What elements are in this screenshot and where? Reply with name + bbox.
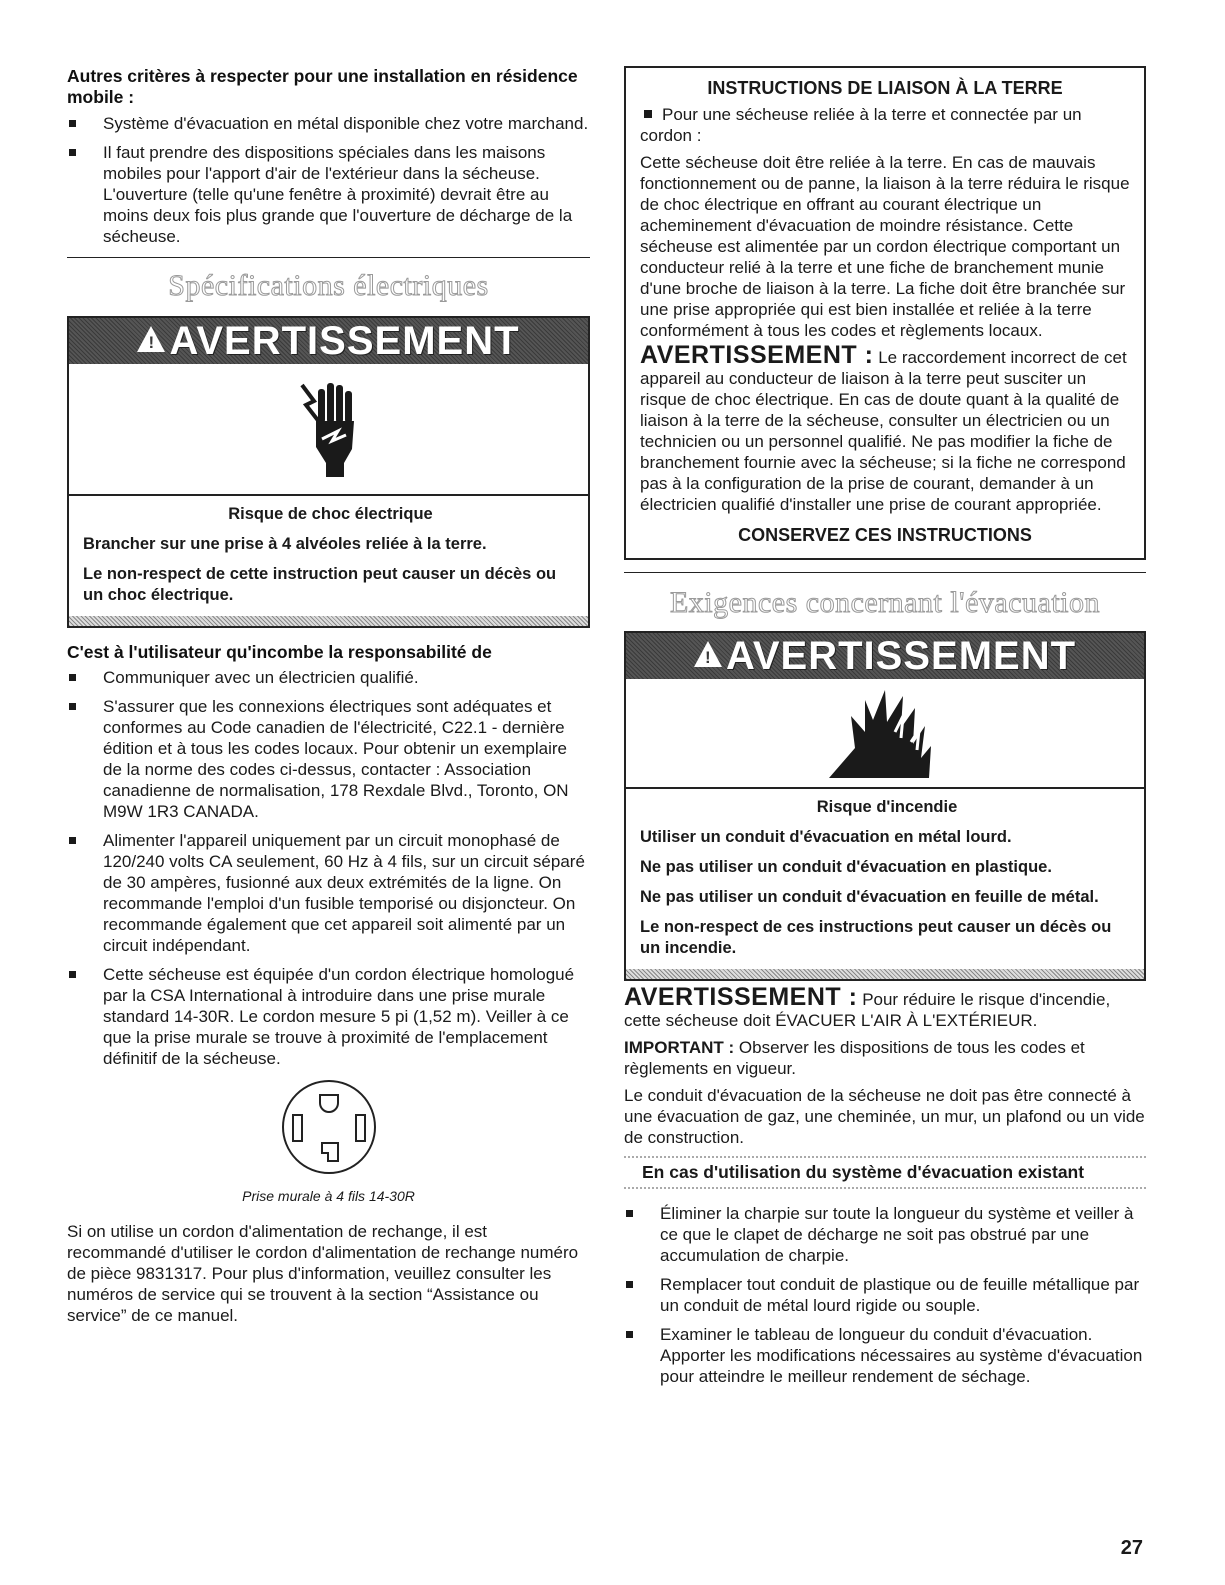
wall-outlet-14-30r-icon (274, 1077, 384, 1177)
warning-banner (69, 318, 588, 364)
page-number: 27 (1120, 1537, 1143, 1559)
electrical-warning-box (67, 316, 590, 628)
fire-hazard-icon (825, 686, 945, 780)
warning-instruction: Brancher sur une prise à 4 alvéoles reliée à la terre. (83, 535, 487, 553)
warning-triangle-icon (694, 641, 722, 667)
warning-consequence: Le non-respect de ces instructions peut causer un décès ou un incendie. (640, 918, 1112, 957)
grounding-instructions-box (624, 66, 1146, 560)
warning-label: AVERTISSEMENT : (640, 341, 874, 369)
replacement-cord-paragraph: Si on utilise un cordon d'alimentation de rechange, il est recommandé d'utiliser le cordon d'alimentation de rechange numéro de pièce 9831317. Pour plus d'information, veuillez consulter les numéros de service qui se trouvent à la section “Assistance ou service” de ce manuel. (67, 1222, 579, 1325)
electric-shock-hand-icon (294, 379, 364, 479)
warning-instruction: Ne pas utiliser un conduit d'évacuation en feuille de métal. (640, 888, 1099, 906)
warning-body (69, 496, 588, 616)
fire-warning-statement (624, 983, 1146, 1031)
list-item: Éliminer la charpie sur toute la longueur du système et veiller à ce que le clapet de décharge ne soit pas obstrué par une accumulation de charpie. (624, 1203, 1146, 1266)
existing-system-list (624, 1203, 1146, 1387)
warning-text: Le raccordement incorrect de cet appareil au conducteur de liaison à la terre peut susciter un risque de choc électrique. En cas de doute quant à la qualité de liaison à la terre de la sécheuse, consulter un électricien ou un technicien ou un personnel qualifié. Ne pas modifier la fiche de branchement fournie avec la sécheuse; si la fiche ne correspond pas à la configuration de la prise de courant, demander à un électricien qualifié d'installer une prise de courant appropriée. (640, 348, 1127, 514)
warning-text: Pour réduire le risque d'incendie, cette sécheuse doit ÉVACUER L'AIR À L'EXTÉRIEUR. (624, 990, 1111, 1030)
warning-instruction: Utiliser un conduit d'évacuation en métal lourd. (640, 828, 1012, 846)
section-title-venting: Exigences concernant l'évacuation (669, 586, 1101, 619)
hazard-title: Risque de choc électrique (228, 505, 433, 523)
grounding-bullet (640, 104, 1130, 146)
warning-triangle-icon (137, 326, 165, 352)
warning-instruction: Ne pas utiliser un conduit d'évacuation en plastique. (640, 858, 1052, 876)
list-item: Communiquer avec un électricien qualifié. (67, 667, 590, 688)
warning-body (626, 789, 1144, 969)
hatch-strip (69, 616, 588, 626)
vent-connection-paragraph: Le conduit d'évacuation de la sécheuse ne doit pas être connecté à une évacuation de gaz, une cheminée, un mur, un plafond ou un vide de construction. (624, 1086, 1145, 1147)
list-item: Système d'évacuation en métal disponible chez votre marchand. (67, 113, 590, 134)
hatch-strip (626, 969, 1144, 979)
outlet-figure (67, 1077, 590, 1182)
warning-consequence: Le non-respect de cette instruction peut causer un décès ou un choc électrique. (83, 565, 557, 604)
warning-banner-text: AVERTISSEMENT (725, 633, 1077, 678)
hazard-title: Risque d'incendie (816, 798, 958, 816)
warning-banner (626, 633, 1144, 679)
mobile-home-list (67, 113, 590, 247)
important-label: IMPORTANT : (624, 1038, 735, 1057)
divider (624, 572, 1146, 573)
warning-banner-text: AVERTISSEMENT (169, 318, 520, 363)
list-item: Il faut prendre des dispositions spéciales dans les maisons mobiles pour l'apport d'air de l'extérieur dans la sécheuse. L'ouverture (telle qu'une fenêtre à proximité) devrait être au moins deux fois plus grande que l'ouverture de décharge de la sécheuse. (67, 142, 590, 247)
fire-pictogram-area (626, 679, 1144, 789)
grounding-title: INSTRUCTIONS DE LIAISON À LA TERRE (707, 78, 1063, 98)
left-column (67, 66, 590, 1326)
mobile-home-heading: Autres critères à respecter pour une installation en résidence mobile : (67, 66, 578, 107)
grounding-bullet-text: Pour une sécheuse reliée à la terre et connectée par un cordon : (640, 105, 1082, 145)
important-note (624, 1037, 1146, 1079)
grounding-warning (640, 341, 1130, 515)
divider (67, 257, 590, 258)
right-column (624, 66, 1146, 1395)
section-title-electrical: Spécifications électriques (168, 269, 489, 302)
outlet-caption: Prise murale à 4 fils 14-30R (242, 1188, 415, 1204)
list-item: Alimenter l'appareil uniquement par un circuit monophasé de 120/240 volts CA seulement, 60 Hz à 4 fils, sur un circuit séparé de 30 ampères, fusionné aux deux extrémités de la ligne. On recommande l'emploi d'un fusible temporisé ou disjoncteur. On recommande également que cet appareil soit alimenté par un circuit indépendant. (67, 830, 590, 956)
list-item: Cette sécheuse est équipée d'un cordon électrique homologué par la CSA International à introduire dans une prise murale standard 14-30R. Le cordon mesure 5 pi (1,52 m). Veiller à ce que la prise murale se trouve à proximité de l'emplacement définitif de la sécheuse. (67, 964, 590, 1069)
list-item: Examiner le tableau de longueur du conduit d'évacuation. Apporter les modifications nécessaires au système d'évacuation pour atteindre le meilleur rendement de séchage. (624, 1324, 1146, 1387)
grounding-paragraph: Cette sécheuse doit être reliée à la terre. En cas de mauvais fonctionnement ou de panne, la liaison à la terre réduira le risque de choc électrique en offrant au courant électrique un acheminement d'évacuation de moindre résistance. Cette sécheuse est alimentée par un cordon électrique comportant un conducteur relié à la terre et une fiche de branchement munie d'une broche de liaison à la terre. La fiche doit être branchée sur une prise appropriée qui est bien installée et reliée à la terre conformément à tous les codes et règlements locaux. (640, 153, 1130, 340)
existing-system-heading: En cas d'utilisation du système d'évacuation existant (624, 1156, 1146, 1189)
warning-label: AVERTISSEMENT : (624, 983, 858, 1011)
responsibility-heading: C'est à l'utilisateur qu'incombe la responsabilité de (67, 642, 492, 662)
fire-warning-box (624, 631, 1146, 981)
important-text: Observer les dispositions de tous les codes et règlements en vigueur. (624, 1038, 1085, 1078)
list-item: Remplacer tout conduit de plastique ou de feuille métallique par un conduit de métal lourd rigide ou souple. (624, 1274, 1146, 1316)
responsibility-list (67, 667, 590, 1069)
list-item: S'assurer que les connexions électriques sont adéquates et conformes au Code canadien de l'électricité, C22.1 - dernière édition et à tous les codes locaux. Pour obtenir un exemplaire de la norme des codes ci-dessus, contacter : Association canadienne de normalisation, 178 Rexdale Blvd., Toronto, ON M9W 1R3 CANADA. (67, 696, 590, 822)
bullet-icon (644, 110, 652, 118)
save-instructions: CONSERVEZ CES INSTRUCTIONS (738, 525, 1032, 545)
shock-pictogram-area (69, 364, 588, 496)
